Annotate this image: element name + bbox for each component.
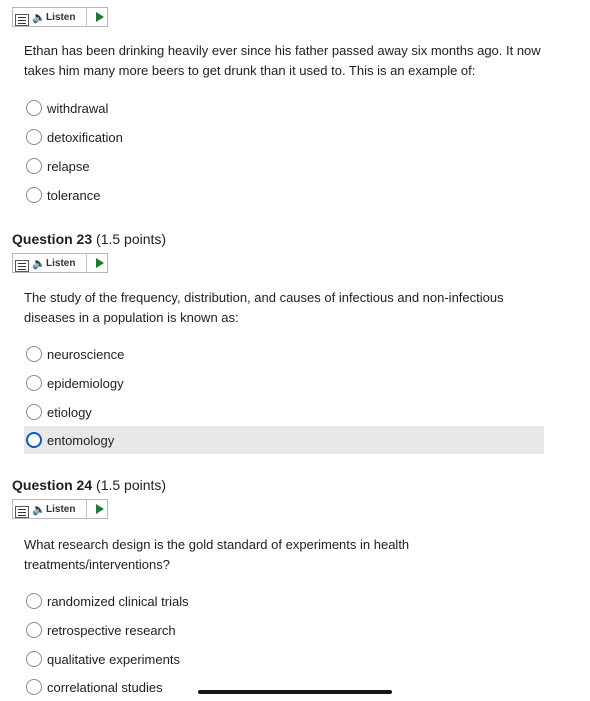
menu-icon[interactable] [15,506,29,518]
option-label: qualitative experiments [47,651,180,667]
question-prompt: Ethan has been drinking heavily ever since his father passed away six months ago. It now takes him many more beers to get drunk than it used to. This is an example of: [24,43,541,78]
answer-option[interactable] [24,673,544,701]
radio-button[interactable] [26,622,42,638]
question-title: Question 24 [12,477,93,493]
radio-button[interactable] [26,129,42,145]
toolbar-divider [86,8,87,26]
option-label: neuroscience [47,346,125,362]
toolbar-divider [86,500,87,518]
radio-button[interactable] [26,346,42,362]
toolbar-divider [86,254,87,272]
play-icon[interactable] [96,504,104,514]
option-label: retrospective research [47,622,176,638]
speaker-icon: 🔈 [32,503,46,516]
radio-button[interactable] [26,593,42,609]
radio-button[interactable] [26,432,42,448]
question-prompt: What research design is the gold standard of experiments in health treatments/interventions? [24,537,410,572]
answer-option[interactable] [24,152,544,180]
option-label: randomized clinical trials [47,593,189,609]
menu-icon[interactable] [15,14,29,26]
listen-toolbar [12,253,108,273]
radio-button[interactable] [26,679,42,695]
radio-button[interactable] [26,158,42,174]
menu-icon[interactable] [15,260,29,272]
answer-option-hovered[interactable] [24,426,544,454]
answer-option[interactable] [24,369,544,397]
option-label: etiology [47,404,92,420]
option-label: correlational studies [47,679,163,695]
answer-option[interactable] [24,340,544,368]
radio-button[interactable] [26,187,42,203]
play-icon[interactable] [96,12,104,22]
answer-option[interactable] [24,94,544,122]
listen-toolbar [12,7,108,27]
radio-button[interactable] [26,375,42,391]
answer-option[interactable] [24,616,544,644]
listen-toolbar [12,499,108,519]
radio-button[interactable] [26,100,42,116]
answer-option[interactable] [24,123,544,151]
radio-button[interactable] [26,404,42,420]
speaker-icon: 🔈 [32,257,46,270]
play-icon[interactable] [96,258,104,268]
option-label: entomology [47,432,115,448]
listen-button[interactable]: Listen [46,257,76,269]
speaker-icon: 🔈 [32,11,46,24]
question-header [12,477,166,493]
option-label: tolerance [47,187,101,203]
answer-option[interactable] [24,181,544,209]
question-points: (1.5 points) [96,477,167,493]
answer-option[interactable] [24,398,544,426]
option-label: withdrawal [47,100,109,116]
option-label: relapse [47,158,90,174]
question-title: Question 23 [12,231,93,247]
question-points: (1.5 points) [96,231,167,247]
scroll-indicator[interactable] [198,690,392,694]
question-prompt: The study of the frequency, distribution, and causes of infectious and non-infectious diseases in a population is known as: [24,290,504,325]
listen-button[interactable]: Listen [46,503,76,515]
answer-option[interactable] [24,587,544,615]
listen-button[interactable]: Listen [46,11,76,23]
answer-option[interactable] [24,645,544,673]
radio-button[interactable] [26,651,42,667]
option-label: epidemiology [47,375,124,391]
question-header [12,231,166,247]
option-label: detoxification [47,129,123,145]
